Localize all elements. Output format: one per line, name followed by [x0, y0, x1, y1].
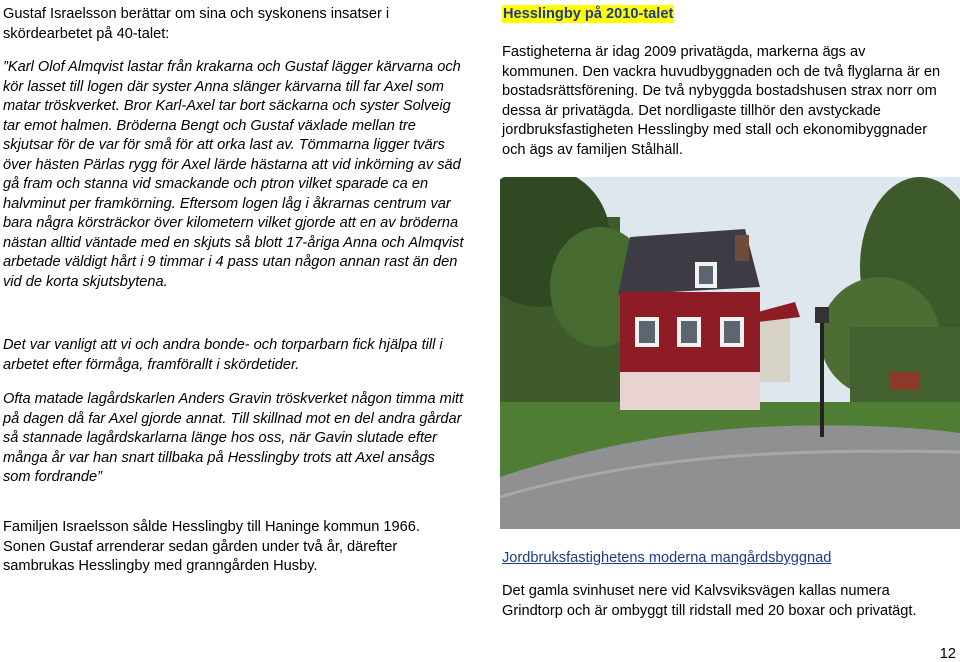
- page-number: 12: [939, 646, 956, 662]
- quote-paragraph-2: Det var vanligt att vi och andra bonde- och torparbarn fick hjälpa till i arbetet efter förmåga, framförallt i skördetider.: [3, 337, 443, 373]
- right-paragraph-2: Det gamla svinhuset nere vid Kalvsviksvägen kallas numera Grindtorp och är ombyggt till ridstall med 20 boxar och privatägt.: [502, 583, 917, 619]
- intro-paragraph: Gustaf Israelsson berättar om sina och syskonens insatser i skördearbetet på 40-talet:: [3, 6, 390, 42]
- closing-paragraph: Familjen Israelsson sålde Hesslingby till Haninge kommun 1966. Sonen Gustaf arrenderar sedan gården under två år, därefter sambrukas Hesslingby med granngården Husby.: [3, 519, 420, 574]
- photo-caption: Jordbruksfastighetens moderna mangårdsbyggnad: [502, 550, 832, 566]
- house-photo: [500, 177, 960, 529]
- quote-paragraph-1: ”Karl Olof Almqvist lastar från krakarna och Gustaf lägger kärvarna och kör lasset till logen där syster Anna slänger kärvarna till far Axel som matar tröskverket. Bror Karl-Axel tar bort säckarna och syster Solveig tar emot halmen. Bröderna Bengt och Gustaf växlade mellan tre skjutsar för de var för små för att orka last av. Tömmarna ligger tvärs över hästen Pärlas rygg för Axel lärde hästarna att vid inkörning av säd gå fram och stanna vid smackande och ptron vilket sparade ca en halvminut per framkörning. Eftersom logen låg i åkrarnas centrum var bara några körsträckor över kilometern vilket gjorde att en av bröderna nästan alltid väntade med en skjuts så blott 17-åriga Anna och Almqvist arbetade väldigt hårt i 9 timmar i 4 pass utan någon annan rast än den vid de korta skjutsbytena.: [3, 59, 464, 290]
- quote-paragraph-3: Ofta matade lagårdskarlen Anders Gravin tröskverket någon timma mitt på dagen då far Axel gjorde annat. Till skillnad mot en del andra gårdar så stannade lagårdskarlarna länge hos oss, när Gavin slutade efter många år var han snart tillbaka på Hesslingby trots att Axel ansågs som fordrande”: [3, 391, 464, 485]
- section-heading: Hesslingby på 2010-talet: [503, 6, 674, 22]
- right-paragraph-1: Fastigheterna är idag 2009 privatägda, markerna ägs av kommunen. Den vackra huvudbyggnaden och de två flyglarna är en bostadsrättsförening. De två nybyggda bostadshusen strax norr om dessa är privatägda. Det nordligaste tillhör den avstyckade jordbruksfastigheten Hesslingby med stall och ekonomibyggnader och ägs av familjen Stålhäll.: [502, 44, 941, 158]
